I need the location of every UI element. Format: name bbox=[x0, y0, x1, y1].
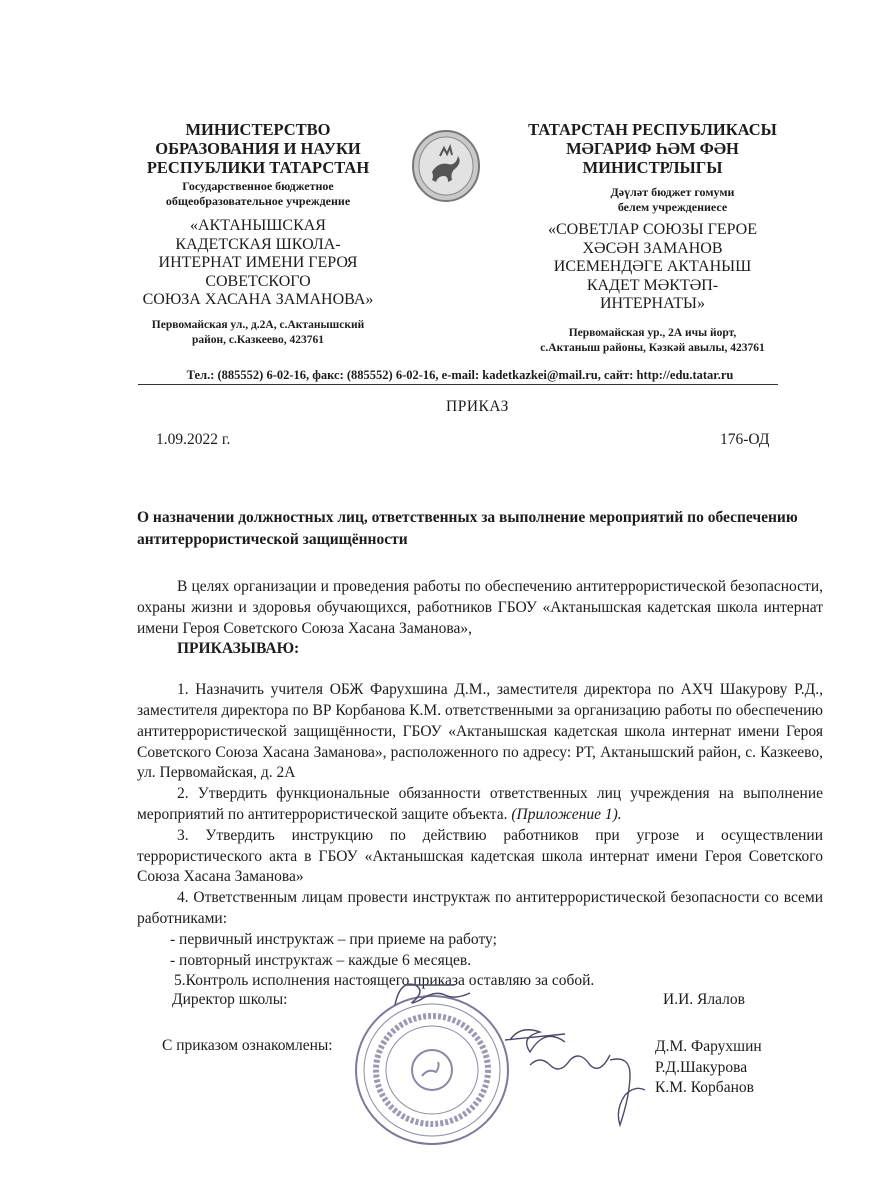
item-2-text: 2. Утвердить функциональные обязанности ответственных лиц учреждения на выполнение мероприятий по антитеррористической защите объекта. bbox=[137, 785, 823, 823]
line: общеобразовательное учреждение bbox=[165, 194, 351, 208]
order-body bbox=[137, 577, 823, 992]
header-left bbox=[128, 120, 388, 348]
line: МӘГАРИФ ҺӘМ ФӘН bbox=[566, 139, 739, 158]
line: ИНТЕРНАТ ИМЕНИ ГЕРОЯ bbox=[158, 254, 358, 271]
line: МИНИСТЕРСТВО bbox=[185, 120, 331, 139]
line: с.Актаныш районы, Кәзкәй авылы, 423761 bbox=[540, 341, 765, 354]
order-title: ПРИКАЗ bbox=[446, 398, 509, 415]
line: ТАТАРСТАН РЕСПУБЛИКАСЫ bbox=[528, 120, 777, 139]
director-signature bbox=[385, 975, 475, 1020]
line: ИСЕМЕНДӘГЕ АКТАНЫШ bbox=[553, 258, 752, 275]
item-2 bbox=[137, 784, 823, 826]
school-name-ru bbox=[128, 217, 388, 310]
line: Государственное бюджетное bbox=[182, 179, 334, 193]
preamble: В целях организации и проведения работы по обеспечению антитеррористической безопасности, охраны жизни и здоровья обучающихся, работников ГБОУ «Актанышская кадетская школа интернат имени Героя Советского Союза Хасана Заманова», bbox=[137, 578, 823, 637]
acquainted-label: С приказом ознакомлены: bbox=[162, 1037, 333, 1054]
line: МИНИСТРЛЫГЫ bbox=[582, 158, 723, 177]
line: район, с.Казкеево, 423761 bbox=[191, 333, 325, 346]
line: СОВЕТСКОГО bbox=[205, 272, 311, 290]
item-2-note: (Приложение 1). bbox=[511, 805, 622, 823]
header-right bbox=[500, 120, 805, 356]
ministry-tt bbox=[500, 120, 805, 177]
contact-line: Тел.: (885552) 6-02-16, факс: (885552) 6-02-16, e-mail: kadetkazkei@mail.ru, сайт: http://edu.tatar.ru bbox=[186, 368, 734, 382]
line: ХӘСӘН ЗАМАНОВ bbox=[582, 239, 723, 257]
line: СОЮЗА ХАСАНА ЗАМАНОВА» bbox=[142, 291, 374, 308]
item-3: 3. Утвердить инструкцию по действию работников при угрозе и осуществлении террористического акта в ГБОУ «Актанышская кадетская школа интернат имени Героя Советского Союза Хасана Заманова» bbox=[137, 826, 823, 886]
line: РЕСПУБЛИКИ ТАТАРСТАН bbox=[146, 158, 370, 177]
line: белем учреждениесе bbox=[617, 200, 728, 214]
address-ru bbox=[128, 318, 388, 348]
line: ОБРАЗОВАНИЯ И НАУКИ bbox=[155, 139, 361, 158]
order-number: 176-ОД bbox=[720, 431, 770, 448]
ministry-ru bbox=[128, 120, 388, 177]
name-farukhshin: Д.М. Фарухшин bbox=[655, 1038, 762, 1055]
tatarstan-emblem-icon bbox=[410, 128, 482, 204]
name-shakurova: Р.Д.Шакурова bbox=[655, 1058, 748, 1076]
item-4a: - первичный инструктаж – при приеме на работу; bbox=[170, 930, 497, 948]
staff-signatures bbox=[500, 1020, 650, 1130]
director-name: И.И. Ялалов bbox=[663, 991, 745, 1008]
line: Дәүләт бюджет гомуми bbox=[610, 185, 735, 199]
line: ИНТЕРНАТЫ» bbox=[600, 295, 705, 312]
address-tt bbox=[500, 326, 805, 356]
item-1: 1. Назначить учителя ОБЖ Фарухшина Д.М., заместителя директора по АХЧ Шакурову Р.Д., заместителя директора по ВР Корбанова К.М. ответственными за организацию работы по обеспечению антитеррористической защищённости, ГБОУ «Актанышская кадетская школа интернат имени Героя Советского Союза Хасана Заманова», расположенного по адресу: РТ, Актанышский район, с. Казкеево, ул. Первомайская, д. 2А bbox=[137, 681, 823, 782]
org-type-tt bbox=[500, 185, 805, 215]
line: Первомайская ул., д.2А, с.Актанышский bbox=[151, 318, 365, 331]
order-word: ПРИКАЗЫВАЮ: bbox=[177, 640, 300, 658]
line: «АКТАНЫШСКАЯ bbox=[190, 217, 326, 234]
item-4b: - повторный инструктаж – каждые 6 месяцев. bbox=[170, 951, 472, 969]
line: Первомайская ур., 2А ичы йорт, bbox=[568, 326, 737, 339]
order-date: 1.09.2022 г. bbox=[156, 431, 231, 448]
item-5: 5.Контроль исполнения настоящего приказа оставляю за собой. bbox=[174, 972, 595, 990]
header-divider bbox=[138, 384, 778, 385]
acquainted-names bbox=[655, 1037, 762, 1099]
line: «СОВЕТЛАР СОЮЗЫ ГЕРОЕ bbox=[547, 221, 758, 238]
line: КАДЕТ МӘКТӘП- bbox=[586, 276, 719, 294]
director-label: Директор школы: bbox=[172, 991, 288, 1008]
school-name-tt bbox=[500, 221, 805, 314]
org-type-ru bbox=[128, 179, 388, 209]
order-subject: О назначении должностных лиц, ответственных за выполнение мероприятий по обеспечению антитеррористической защищённости bbox=[137, 509, 798, 548]
item-4: 4. Ответственным лицам провести инструктаж по антитеррористической безопасности со всеми работниками: bbox=[137, 889, 823, 927]
line: КАДЕТСКАЯ ШКОЛА- bbox=[175, 235, 341, 253]
name-korbanov: К.М. Корбанов bbox=[655, 1079, 754, 1096]
